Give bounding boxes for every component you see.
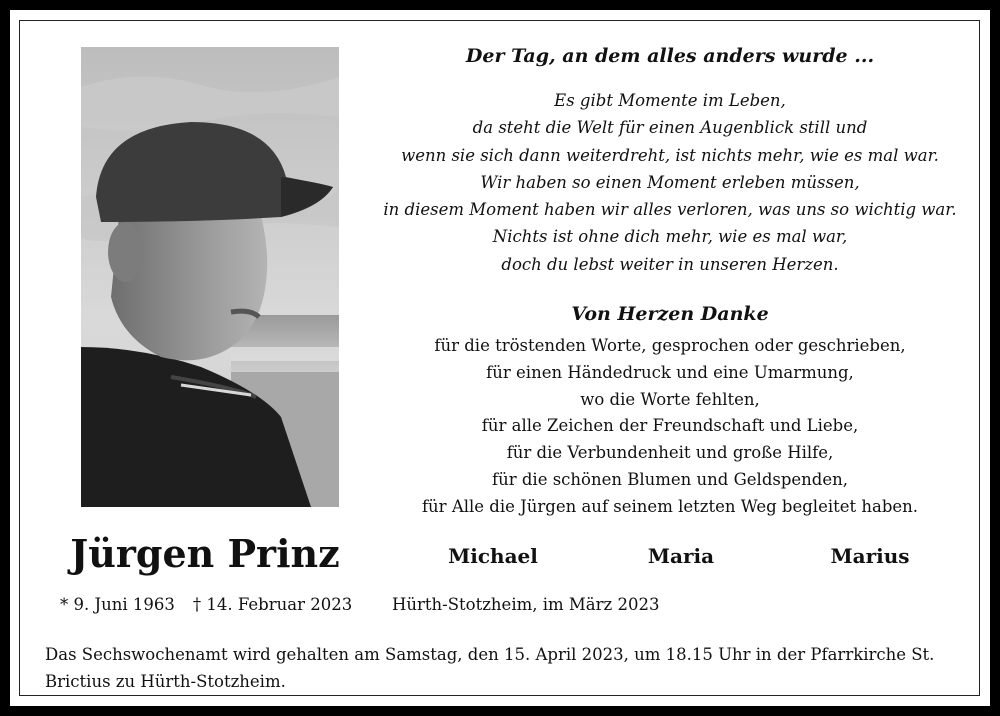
poem-line: wenn sie sich dann weiterdreht, ist nichts mehr, wie es mal war.: [401, 145, 939, 165]
obituary-card: [10, 10, 990, 706]
obituary-frame: [19, 20, 980, 696]
portrait-illustration: [81, 47, 339, 507]
portrait-photo: [81, 47, 339, 507]
death-date: † 14. Februar 2023: [192, 595, 353, 614]
thanks-line: für die tröstenden Worte, gesprochen oder geschrieben,: [434, 336, 906, 355]
poem-text: [380, 87, 960, 278]
thanks-line: wo die Worte fehlten,: [580, 389, 760, 409]
life-dates: [60, 595, 370, 614]
birth-date: * 9. Juni 1963: [60, 595, 175, 614]
poem-line: Nichts ist ohne dich mehr, wie es mal war,: [492, 227, 848, 247]
poem-line: da steht die Welt für einen Augenblick still und: [472, 118, 868, 138]
family-member-name: Michael: [448, 544, 538, 568]
thanks-line: für die Verbundenheit und große Hilfe,: [506, 443, 834, 463]
thanks-line: für einen Händedruck und eine Umarmung,: [486, 362, 854, 382]
poem-heading: Der Tag, an dem alles anders wurde ...: [465, 45, 875, 67]
thanks-line: für die schönen Blumen und Geldspenden,: [491, 469, 849, 489]
thanks-line: für Alle die Jürgen auf seinem letzten Weg begleitet haben.: [421, 496, 919, 516]
place-and-date: Hürth-Stotzheim, im März 2023: [392, 595, 660, 614]
poem-line: in diesem Moment haben wir alles verloren, was uns so wichtig war.: [383, 200, 957, 220]
memorial-service-notice: Das Sechswochenamt wird gehalten am Samstag, den 15. April 2023, um 18.15 Uhr in der Pfarrkirche St. Brictius zu Hürth-Stotzheim.: [45, 645, 935, 691]
thanks-line: für alle Zeichen der Freundschaft und Liebe,: [481, 416, 859, 436]
family-member-name: Marius: [830, 544, 910, 568]
family-member-name: Maria: [647, 544, 715, 568]
thanks-heading: Von Herzen Danke: [571, 303, 769, 325]
poem-line: doch du lebst weiter in unseren Herzen.: [501, 254, 839, 274]
poem-line: Es gibt Momente im Leben,: [554, 91, 786, 110]
poem-line: Wir haben so einen Moment erleben müssen,: [480, 172, 860, 192]
thanks-text: [380, 333, 960, 521]
deceased-name: Jürgen Prinz: [70, 531, 340, 576]
